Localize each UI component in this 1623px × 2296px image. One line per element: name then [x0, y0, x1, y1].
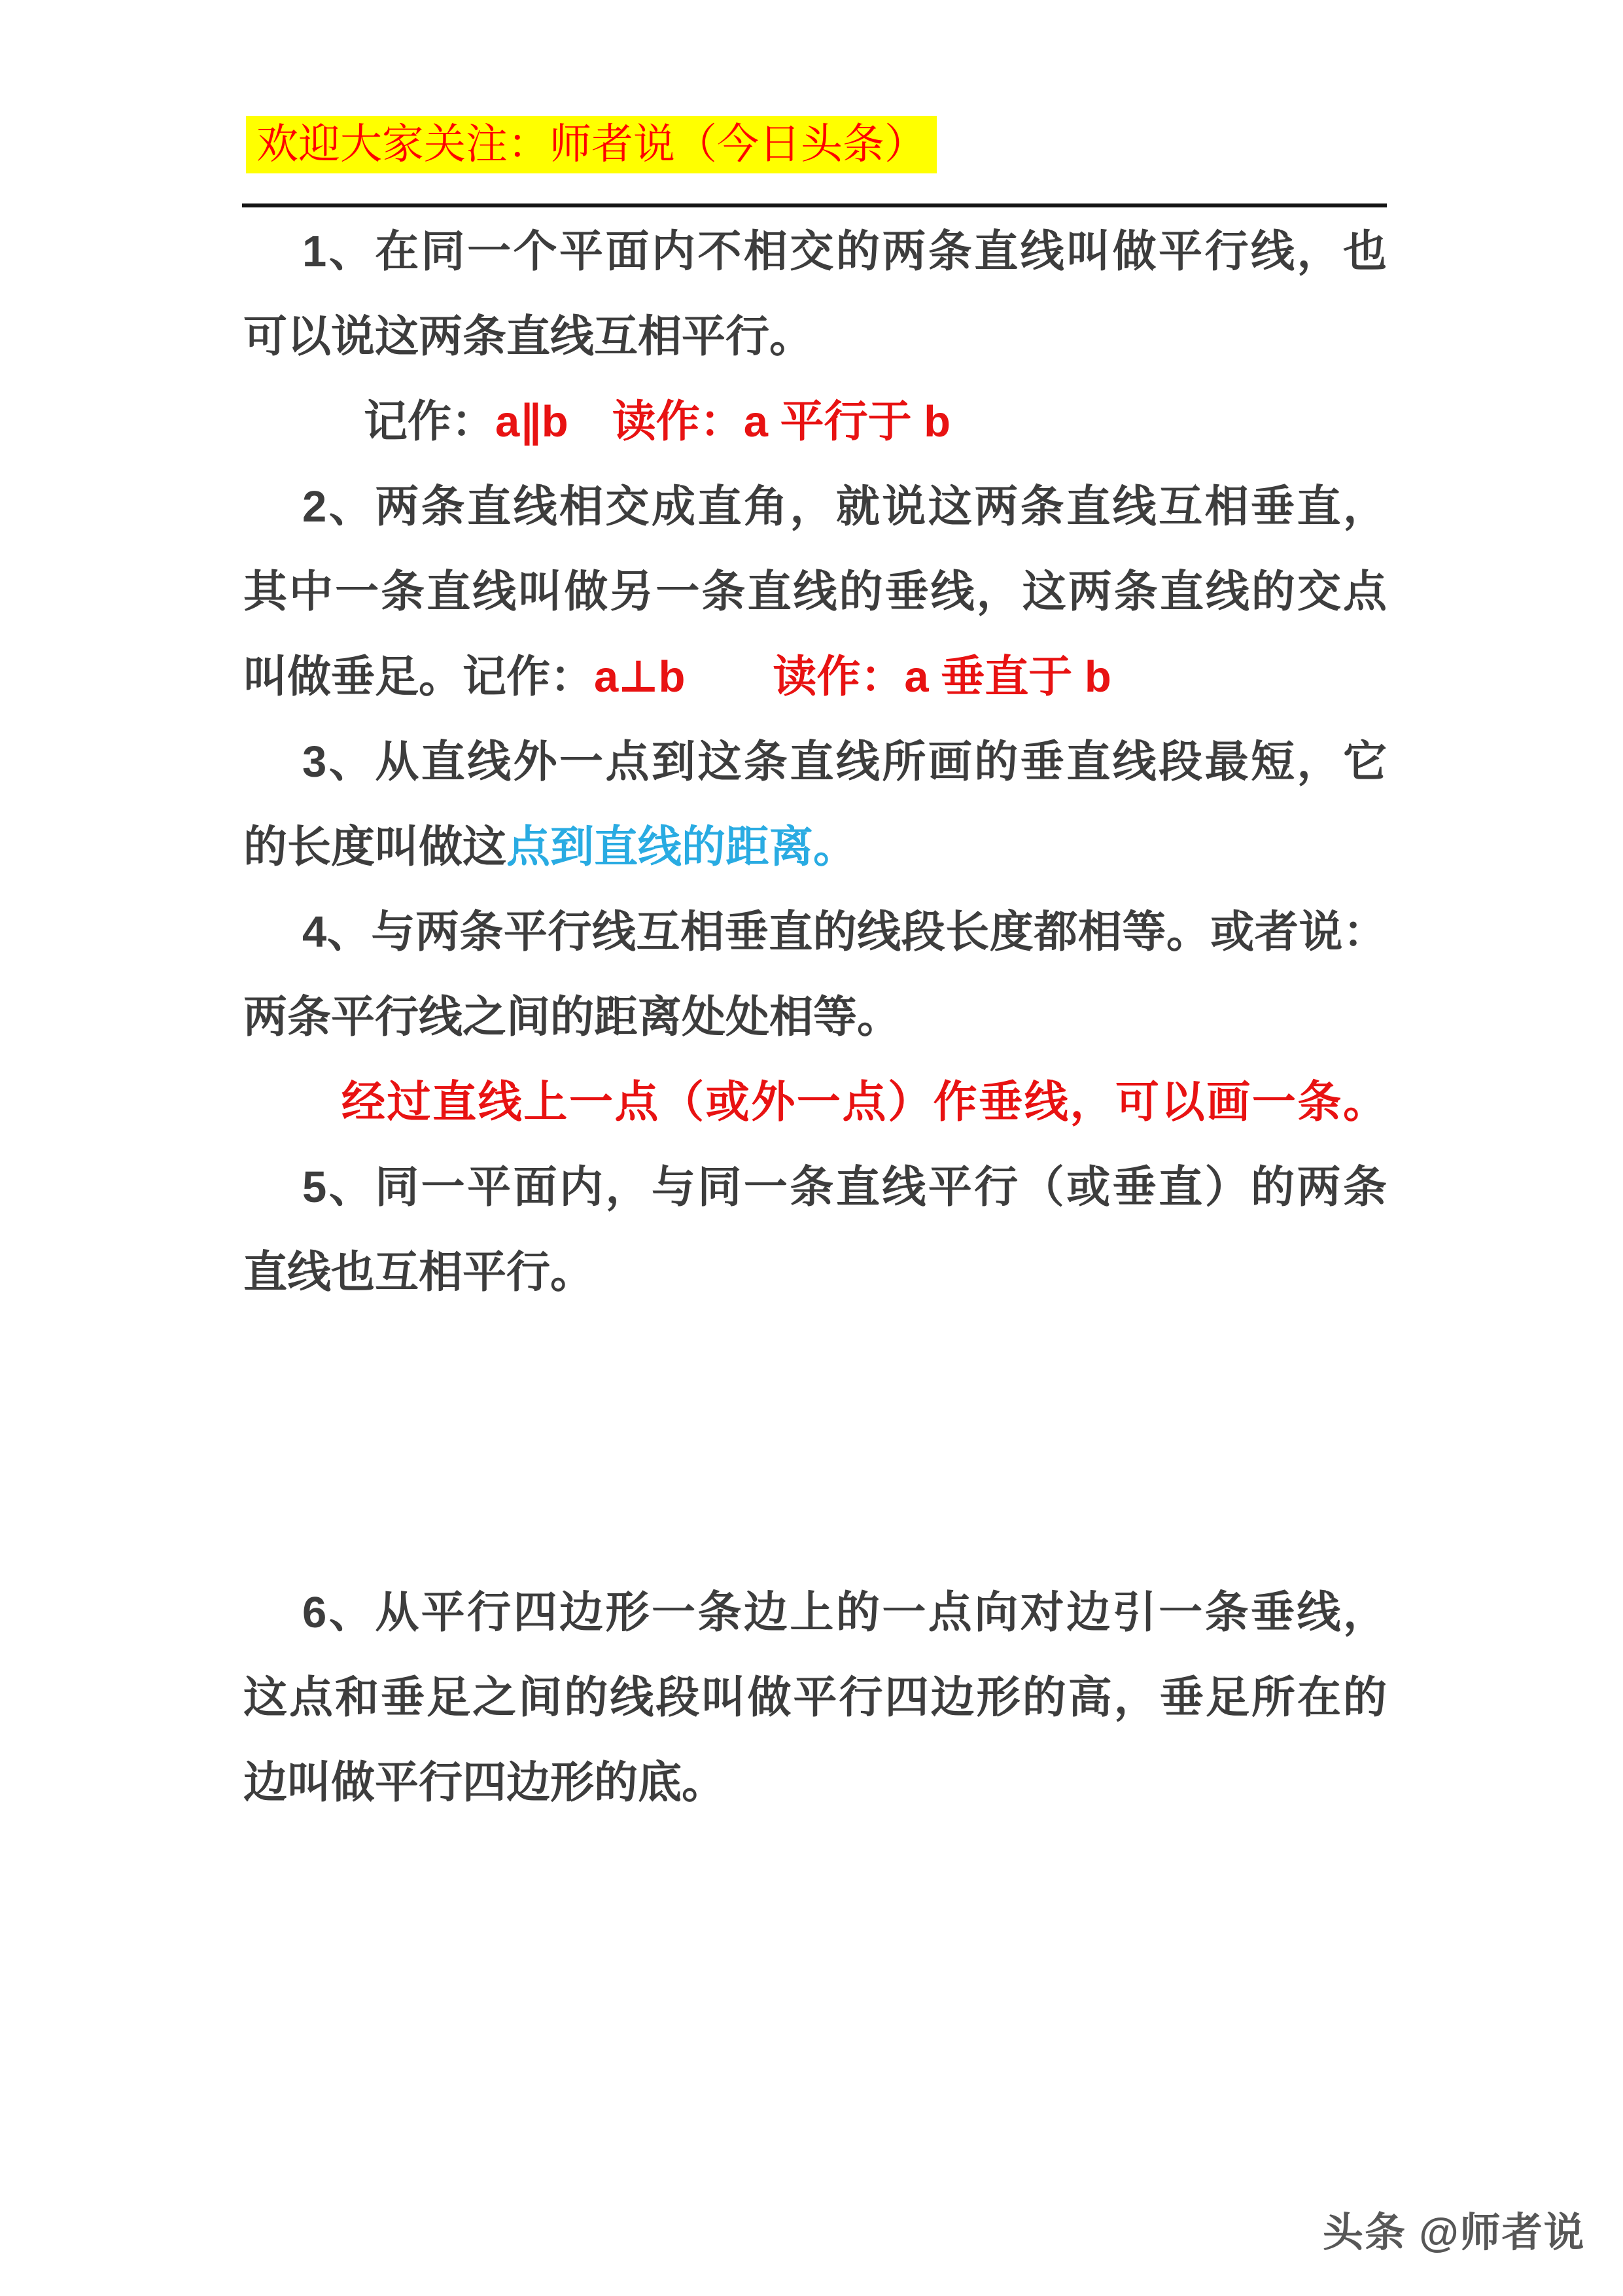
text-line — [243, 1740, 1387, 1826]
text-line — [243, 1060, 1387, 1145]
text-segment-dark: 6、从平行四边形一条边上的一点向对边引一条垂线， — [302, 1588, 1387, 1637]
text-segment-dark: 的长度叫做这 — [243, 822, 506, 872]
text-segment-dark: 2、两条直线相交成直角，就说这两条直线互相垂直， — [302, 482, 1387, 531]
text-line — [243, 720, 1387, 805]
text-segment-red: a⊥b 读作：a 垂直于 b — [594, 652, 1111, 701]
text-segment-dark: 叫做垂足。记作： — [243, 652, 594, 701]
text-line — [243, 1570, 1387, 1655]
text-segment-dark: 5、同一平面内，与同一条直线平行（或垂直）的两条 — [302, 1163, 1387, 1212]
text-line — [243, 635, 1387, 720]
text-segment-dark: 记作： — [364, 397, 495, 446]
text-segment-red: 经过直线上一点（或外一点）作垂线，可以画一条。 — [341, 1078, 1387, 1127]
text-segment-dark: 其中一条直线叫做另一条直线的垂线，这两条直线的交点 — [243, 567, 1387, 616]
text-segment-dark: 可以说这两条直线互相平行。 — [243, 312, 813, 361]
text-line — [243, 550, 1387, 635]
text-segment-blue: 点到直线的距离。 — [506, 822, 857, 872]
text-line — [243, 465, 1387, 550]
notes-body — [243, 209, 1387, 1826]
text-segment-dark: 3、从直线外一点到这条直线所画的垂直线段最短，它 — [302, 737, 1387, 786]
text-segment-dark: 边叫做平行四边形的底。 — [243, 1758, 725, 1807]
text-segment-dark: 直线也互相平行。 — [243, 1248, 594, 1297]
text-line — [243, 1655, 1387, 1740]
blank-gap — [243, 1315, 1387, 1570]
text-line — [243, 975, 1387, 1060]
text-segment-dark: 两条平行线之间的距离处处相等。 — [243, 993, 901, 1042]
text-line — [243, 1230, 1387, 1315]
text-segment-dark: 4、与两条平行线互相垂直的线段长度都相等。或者说： — [302, 908, 1387, 957]
text-line — [243, 890, 1387, 975]
text-line — [243, 805, 1387, 890]
promo-banner: 欢迎大家关注：师者说（今日头条） — [246, 116, 937, 173]
toutiao-watermark: 头条 @师者说 — [1323, 2210, 1586, 2255]
text-segment-red: a∥b 读作：a 平行于 b — [495, 397, 951, 446]
divider-line — [242, 203, 1387, 207]
text-segment-dark: 1、在同一个平面内不相交的两条直线叫做平行线，也 — [302, 227, 1387, 276]
text-line — [243, 294, 1387, 380]
text-line — [243, 380, 1387, 465]
text-segment-dark: 这点和垂足之间的线段叫做平行四边形的高，垂足所在的 — [243, 1673, 1387, 1722]
text-line — [243, 1145, 1387, 1230]
text-line — [243, 209, 1387, 294]
